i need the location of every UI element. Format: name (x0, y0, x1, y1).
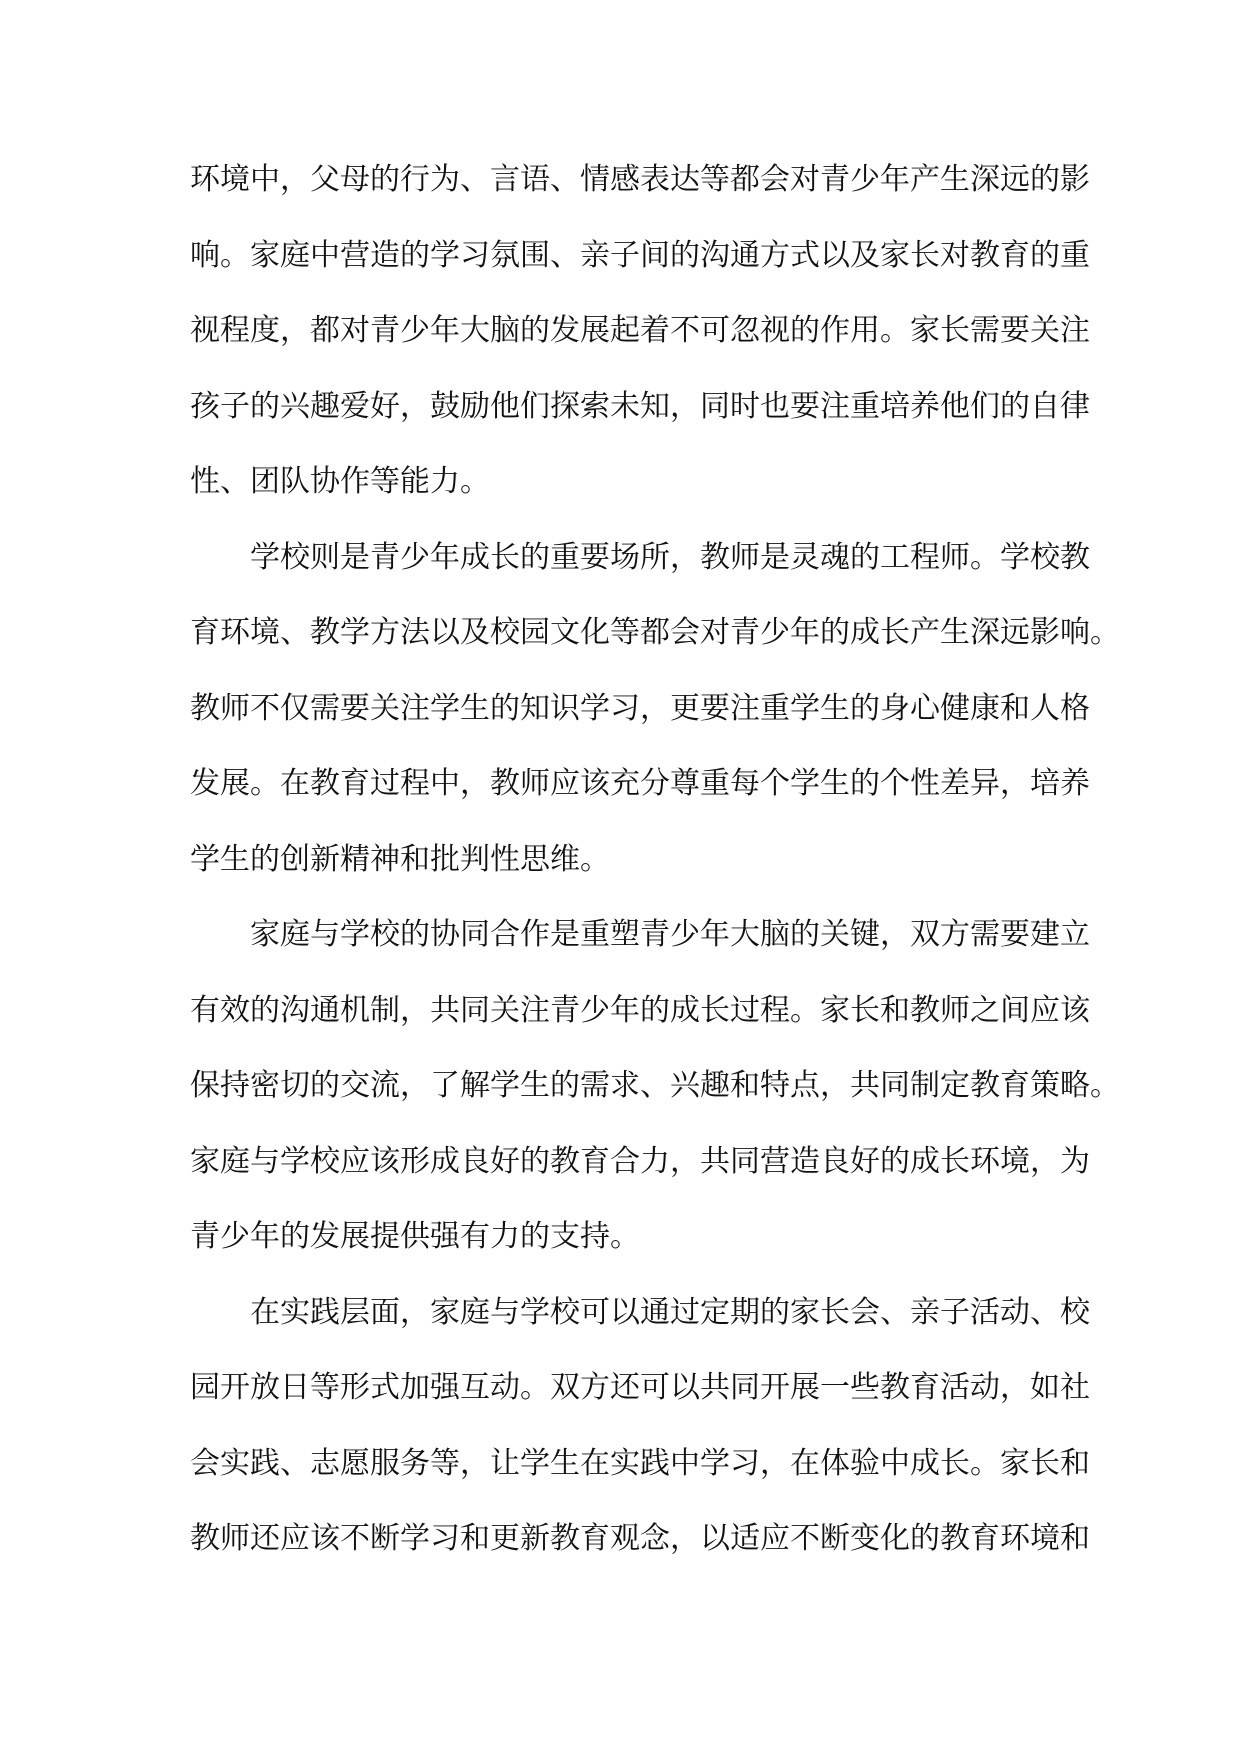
text-line: 性、团队协作等能力。 (190, 464, 490, 499)
text-line: 家庭与学校应该形成良好的教育合力，共同营造良好的成长环境，为 (190, 1143, 1090, 1179)
paragraph-family-influence (190, 142, 1090, 520)
text-line: 孩子的兴趣爱好，鼓励他们探索未知，同时也要注重培养他们的自律 (190, 388, 1090, 424)
paragraph-practice-level (190, 1275, 1090, 1577)
paragraph-school-role (190, 520, 1120, 898)
text-line: 响。家庭中营造的学习氛围、亲子间的沟通方式以及家长对教育的重 (190, 237, 1090, 273)
text-line: 育环境、教学方法以及校园文化等都会对青少年的成长产生深远影响。 (190, 615, 1120, 650)
text-line: 园开放日等形式加强互动。双方还可以共同开展一些教育活动，如社 (190, 1370, 1090, 1405)
text-line: 教师还应该不断学习和更新教育观念，以适应不断变化的教育环境和 (190, 1521, 1090, 1556)
document-body (190, 142, 1120, 1577)
text-line: 环境中，父母的行为、言语、情感表达等都会对青少年产生深远的影 (190, 162, 1090, 197)
text-line: 家庭与学校的协同合作是重塑青少年大脑的关键，双方需要建立 (250, 917, 1090, 952)
text-line: 会实践、志愿服务等，让学生在实践中学习，在体验中成长。家长和 (190, 1445, 1090, 1481)
text-line: 视程度，都对青少年大脑的发展起着不可忽视的作用。家长需要关注 (190, 313, 1090, 348)
text-line: 学生的创新精神和批判性思维。 (190, 841, 610, 877)
text-line: 学校则是青少年成长的重要场所，教师是灵魂的工程师。学校教 (250, 539, 1090, 575)
paragraph-home-school-cooperation (190, 897, 1120, 1275)
text-line: 在实践层面，家庭与学校可以通过定期的家长会、亲子活动、校 (250, 1294, 1090, 1330)
text-line: 保持密切的交流，了解学生的需求、兴趣和特点，共同制定教育策略。 (190, 1068, 1120, 1103)
text-line: 教师不仅需要关注学生的知识学习，更要注重学生的身心健康和人格 (190, 690, 1090, 726)
text-line: 发展。在教育过程中，教师应该充分尊重每个学生的个性差异，培养 (190, 766, 1090, 801)
text-line: 青少年的发展提供强有力的支持。 (190, 1219, 640, 1254)
text-line: 有效的沟通机制，共同关注青少年的成长过程。家长和教师之间应该 (190, 992, 1090, 1028)
